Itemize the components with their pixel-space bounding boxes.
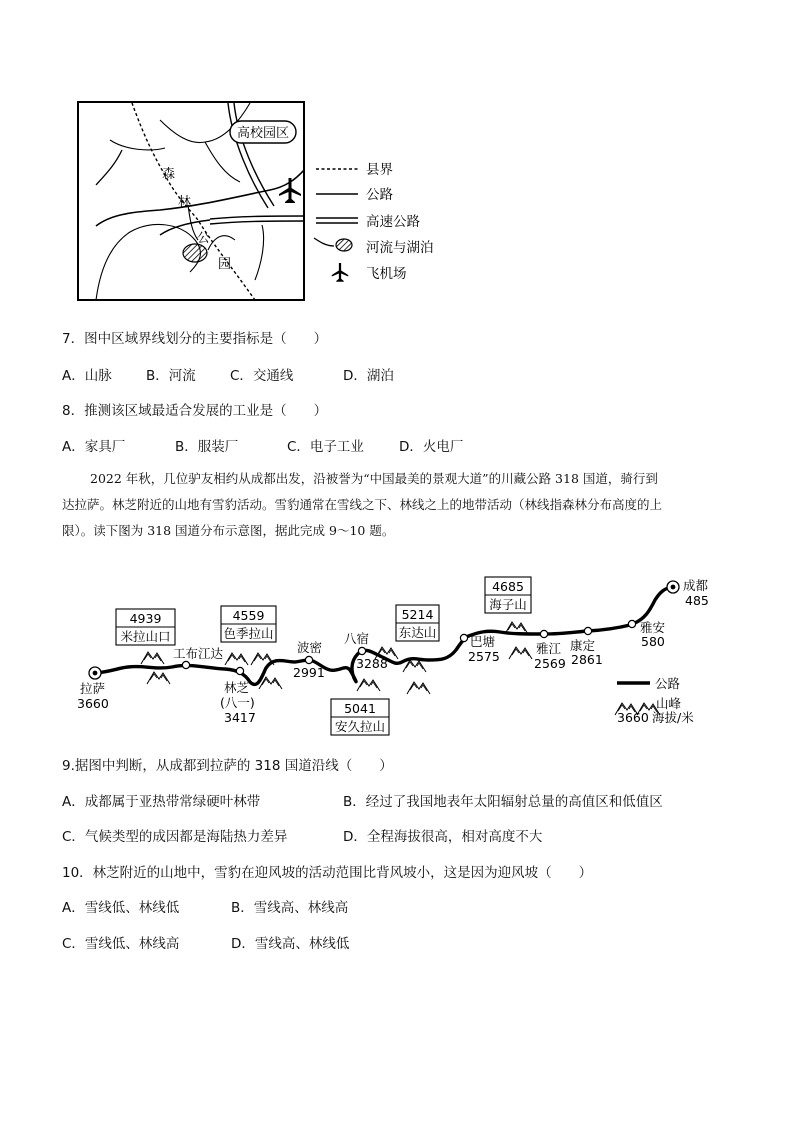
city-marker-yaan (628, 620, 635, 627)
park-char-3: 公 (197, 231, 211, 246)
city-marker-chengdu (667, 581, 679, 593)
peak-name: 安久拉山 (334, 719, 386, 734)
q7-option-c[interactable]: C．交通线 (230, 368, 294, 384)
mountain-icon (403, 660, 426, 672)
peak-elev: 4685 (492, 579, 524, 594)
city-elev-bomi: 2991 (293, 665, 325, 680)
legend-elev-unit: 海拔/米 (652, 710, 694, 725)
park-char-1: 森 (162, 167, 176, 182)
peak-box-anjiulashan (331, 699, 389, 735)
q7-option-a[interactable]: A．山脉 (62, 368, 112, 384)
city-name-gongbujiangda: 工布江达 (173, 646, 224, 661)
city-name-linzhi: 林芝 (224, 680, 250, 695)
park-char-2: 林 (178, 195, 192, 210)
q7-option-d[interactable]: D．湖泊 (343, 368, 394, 384)
city-sub-linzhi: (八一) (220, 695, 255, 710)
city-name-kangding: 康定 (570, 638, 596, 653)
city-marker-linzhi (236, 667, 243, 674)
q9-option-a[interactable]: A．成都属于亚热带常绿硬叶林带 (62, 794, 261, 810)
peak-box-sejilashan (221, 606, 276, 642)
peak-name: 东达山 (398, 625, 437, 640)
city-elev-lhasa: 3660 (77, 696, 109, 711)
city-marker-yajiang (540, 630, 547, 637)
city-marker-gongbujiangda (182, 661, 189, 668)
q10-option-c[interactable]: C．雪线低、林线高 (62, 936, 180, 952)
legend-peak-label: 山峰 (656, 696, 682, 711)
q9-stem: 9.据图中判断，从成都到拉萨的 318 国道沿线（ ） (62, 758, 393, 774)
peak-elev: 5041 (344, 701, 376, 716)
q8-option-a[interactable]: A．家具厂 (62, 439, 126, 455)
city-marker-lhasa (89, 667, 101, 679)
passage-line-1: 2022 年秋，几位驴友相约从成都出发，沿被誉为“中国最美的景观大道”的川藏公路 318 国道，骑行到 (90, 471, 658, 486)
city-elev-yajiang: 2569 (534, 656, 566, 671)
city-marker-bomi (305, 656, 312, 663)
peak-box-milashankou (116, 609, 175, 645)
legend-lake-icon (336, 239, 352, 251)
city-marker-kangding (584, 627, 591, 634)
mountain-icon (407, 682, 430, 694)
city-name-yajiang: 雅江 (536, 641, 562, 656)
peak-box-dongdashan (396, 605, 439, 641)
q10-option-a[interactable]: A．雪线低、林线低 (62, 900, 180, 916)
city-name-basu: 八宿 (344, 631, 370, 646)
peak-elev: 5214 (401, 607, 434, 622)
q9-option-b[interactable]: B．经过了我国地表年太阳辐射总量的高值区和低值区 (343, 794, 663, 810)
campus-label: 高校园区 (236, 126, 290, 141)
city-elev-basu: 3288 (356, 656, 388, 671)
city-name-chengdu: 成都 (683, 578, 709, 593)
q10-stem: 10．林芝附近的山地中，雪豹在迎风坡的活动范围比背风坡小，这是因为迎风坡（ ） (62, 865, 593, 881)
legend-river-icon (314, 238, 334, 246)
q8-option-b[interactable]: B．服装厂 (175, 439, 239, 455)
city-elev-batang: 2575 (468, 649, 500, 664)
legend-elev-sample: 3660 (617, 710, 649, 725)
peak-elev: 4559 (232, 608, 265, 623)
city-elev-yaan: 580 (641, 634, 665, 649)
mountain-icon (147, 672, 170, 684)
q9-option-d[interactable]: D．全程海拔很高，相对高度不大 (343, 829, 543, 845)
peak-name: 海子山 (489, 597, 527, 612)
passage-line-3: 限）。读下图为 318 国道分布示意图，据此完成 9～10 题。 (62, 523, 395, 538)
legend-label-highway: 高速公路 (366, 214, 420, 230)
park-char-4: 园 (218, 257, 232, 272)
passage-line-2: 达拉萨。林芝附近的山地有雪豹活动。雪豹通常在雪线之下、林线之上的地带活动（林线指森林分布高度的上 (62, 497, 663, 512)
q9-option-c[interactable]: C．气候类型的成因都是海陆热力差异 (62, 829, 288, 845)
legend-airplane-icon (332, 263, 349, 282)
lake (183, 244, 207, 262)
city-elev-linzhi: 3417 (224, 710, 256, 725)
q10-option-d[interactable]: D．雪线高、林线低 (231, 936, 350, 952)
q7-stem: 7．图中区域界线划分的主要指标是（ ） (62, 331, 328, 347)
city-name-bomi: 波密 (297, 640, 323, 655)
mountain-icon (509, 647, 532, 659)
route-318-map (0, 560, 794, 750)
peak-name: 色季拉山 (223, 626, 274, 641)
q10-option-b[interactable]: B．雪线高、林线高 (231, 900, 349, 916)
park-map (0, 0, 794, 310)
peak-elev: 4939 (129, 611, 162, 626)
city-elev-kangding: 2861 (571, 652, 603, 667)
peak-box-haizishan (485, 577, 531, 613)
q7-option-b[interactable]: B．河流 (146, 368, 196, 384)
city-marker-basu (358, 647, 365, 654)
city-name-batang: 巴塘 (470, 634, 496, 649)
mountain-icon (357, 679, 380, 691)
peak-name: 米拉山口 (120, 629, 171, 644)
mountain-icon (225, 653, 248, 665)
legend-road-label: 公路 (655, 676, 681, 691)
legend-label-airport: 飞机场 (366, 266, 407, 282)
q8-option-d[interactable]: D．火电厂 (399, 439, 464, 455)
q8-stem: 8．推测该区域最适合发展的工业是（ ） (62, 403, 328, 419)
q8-option-c[interactable]: C．电子工业 (287, 439, 364, 455)
legend-label-road: 公路 (366, 187, 393, 203)
city-marker-batang (460, 634, 467, 641)
city-name-lhasa: 拉萨 (80, 681, 106, 696)
legend-label-county: 县界 (366, 162, 393, 178)
city-name-yaan: 雅安 (640, 620, 666, 635)
legend-label-river-lake: 河流与湖泊 (366, 240, 434, 256)
mountain-icon (141, 652, 164, 664)
city-elev-chengdu: 485 (685, 593, 709, 608)
